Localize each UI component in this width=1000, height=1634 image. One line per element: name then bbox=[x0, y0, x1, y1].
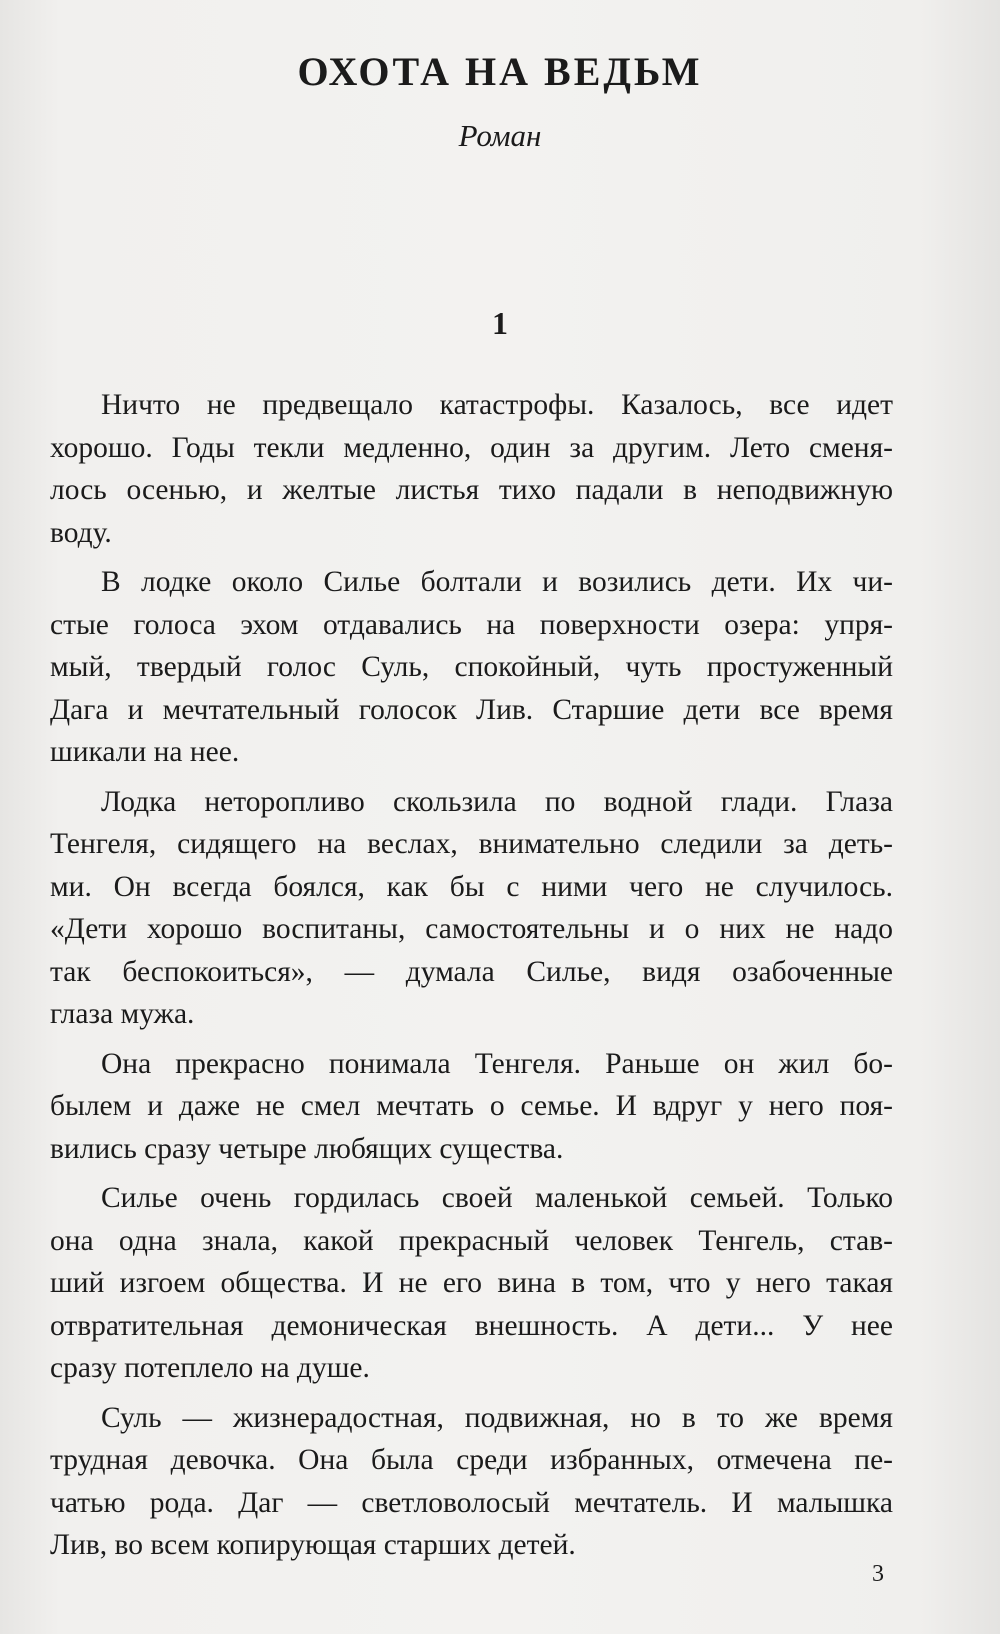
text-line: мый, твердый голос Суль, спокойный, чуть простуженный bbox=[50, 651, 893, 683]
text-line: Лив, во всем копирующая старших детей. bbox=[50, 1529, 576, 1561]
text-line: глаза мужа. bbox=[50, 998, 195, 1030]
text-line: она одна знала, какой прекрасный человек Тенгель, став- bbox=[50, 1224, 893, 1257]
text-line: сразу потеплело на душе. bbox=[50, 1352, 370, 1384]
text-line: В лодке около Силье болтали и возились дети. Их чи- bbox=[101, 566, 893, 598]
text-line: лось осенью, и желтые листья тихо падали в неподвижную bbox=[50, 474, 893, 506]
paragraph bbox=[50, 561, 893, 774]
text-line: ший изгоем общества. И не его вина в том, что у него такая bbox=[50, 1267, 893, 1299]
book-title: ОХОТА НА ВЕДЬМ bbox=[297, 49, 703, 94]
text-line: Ничто не предвещало катастрофы. Казалось, все идет bbox=[101, 389, 893, 421]
text-line: хорошо. Годы текли медленно, один за другим. Лето сменя- bbox=[50, 431, 893, 464]
text-line: Она прекрасно понимала Тенгеля. Раньше он жил бо- bbox=[101, 1047, 893, 1080]
text-line: Лодка неторопливо скользила по водной глади. Глаза bbox=[101, 785, 893, 818]
chapter-number: 1 bbox=[492, 305, 508, 341]
paragraph bbox=[50, 1397, 893, 1567]
text-line: отвратительная демоническая внешность. А дети... У нее bbox=[50, 1309, 893, 1342]
book-subtitle: Роман bbox=[458, 118, 542, 153]
text-line: ми. Он всегда боялся, как бы с ними чего не случилось. bbox=[50, 870, 893, 903]
text-line: трудная девочка. Она была среди избранных, отмечена пе- bbox=[50, 1444, 893, 1476]
text-line: Дага и мечтательный голосок Лив. Старшие дети все время bbox=[50, 693, 893, 726]
paragraph bbox=[50, 781, 893, 1036]
body-text bbox=[50, 384, 893, 1574]
paragraph bbox=[50, 384, 893, 554]
text-line: былем и даже не смел мечтать о семье. И вдруг у него поя- bbox=[50, 1090, 893, 1122]
text-line: шикали на нее. bbox=[50, 736, 240, 768]
text-line: воду. bbox=[50, 516, 112, 549]
text-line: вились сразу четыре любящих существа. bbox=[50, 1132, 564, 1165]
text-line: так беспокоиться», — думала Силье, видя озабоченные bbox=[50, 955, 893, 988]
text-line: «Дети хорошо воспитаны, самостоятельны и о них не надо bbox=[50, 913, 893, 945]
text-line: Силье очень гордилась своей маленькой семьей. Только bbox=[101, 1182, 893, 1214]
text-line: чатью рода. Даг — светловолосый мечтатель. И малышка bbox=[50, 1486, 893, 1519]
page-number: 3 bbox=[872, 1561, 884, 1587]
text-line: Суль — жизнерадостная, подвижная, но в то же время bbox=[101, 1401, 893, 1434]
paragraph bbox=[50, 1043, 893, 1171]
paragraph bbox=[50, 1177, 893, 1390]
text-line: Тенгеля, сидящего на веслах, внимательно следили за деть- bbox=[50, 828, 893, 860]
text-line: стые голоса эхом отдавались на поверхности озера: упря- bbox=[50, 608, 893, 641]
